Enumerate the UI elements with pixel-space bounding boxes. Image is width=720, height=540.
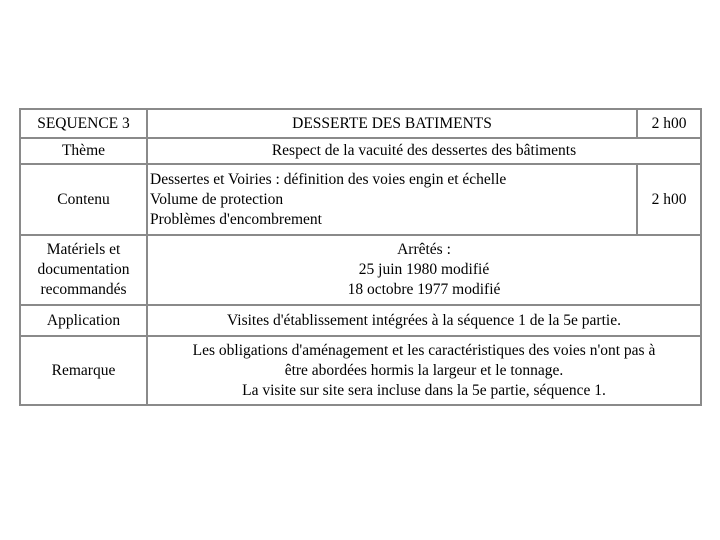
theme-value: Respect de la vacuité des dessertes des bâtiments [147,138,701,164]
remarque-line: La visite sur site sera incluse dans la 5e partie, séquence 1. [242,381,606,399]
row-materiels [20,235,701,305]
sequence-duration: 2 h00 [637,109,701,138]
sequence-label: SEQUENCE 3 [20,109,147,138]
remarque-label: Remarque [20,336,147,405]
remarque-value [147,336,701,405]
remarque-line: Les obligations d'aménagement et les caractéristiques des voies n'ont pas à [192,341,656,359]
contenu-value [147,164,637,235]
application-value: Visites d'établissement intégrées à la séquence 1 de la 5e partie. [147,305,701,336]
theme-label: Thème [20,138,147,164]
label-line: Matériels et [46,241,121,258]
sequence-title: DESSERTE DES BATIMENTS [147,109,637,138]
contenu-line: Volume de protection [150,190,284,208]
materiels-line: Arrêtés : [397,241,451,258]
contenu-duration: 2 h00 [637,164,701,235]
label-line: recommandés [40,281,127,298]
remarque-line: être abordées hormis la largeur et le tonnage. [284,361,564,379]
materiels-line: 25 juin 1980 modifié [358,261,490,278]
row-theme [20,138,701,164]
contenu-line: Problèmes d'encombrement [150,210,322,228]
row-remarque [20,336,701,405]
materiels-label [20,235,147,305]
contenu-label: Contenu [20,164,147,235]
materiels-line: 18 octobre 1977 modifié [347,281,501,298]
application-label: Application [20,305,147,336]
materiels-value [147,235,701,305]
label-line: documentation [37,261,130,278]
row-application [20,305,701,336]
contenu-line: Dessertes et Voiries : définition des voies engin et échelle [150,170,507,188]
row-sequence [20,109,701,138]
sequence-table [19,108,702,406]
row-contenu [20,164,701,235]
